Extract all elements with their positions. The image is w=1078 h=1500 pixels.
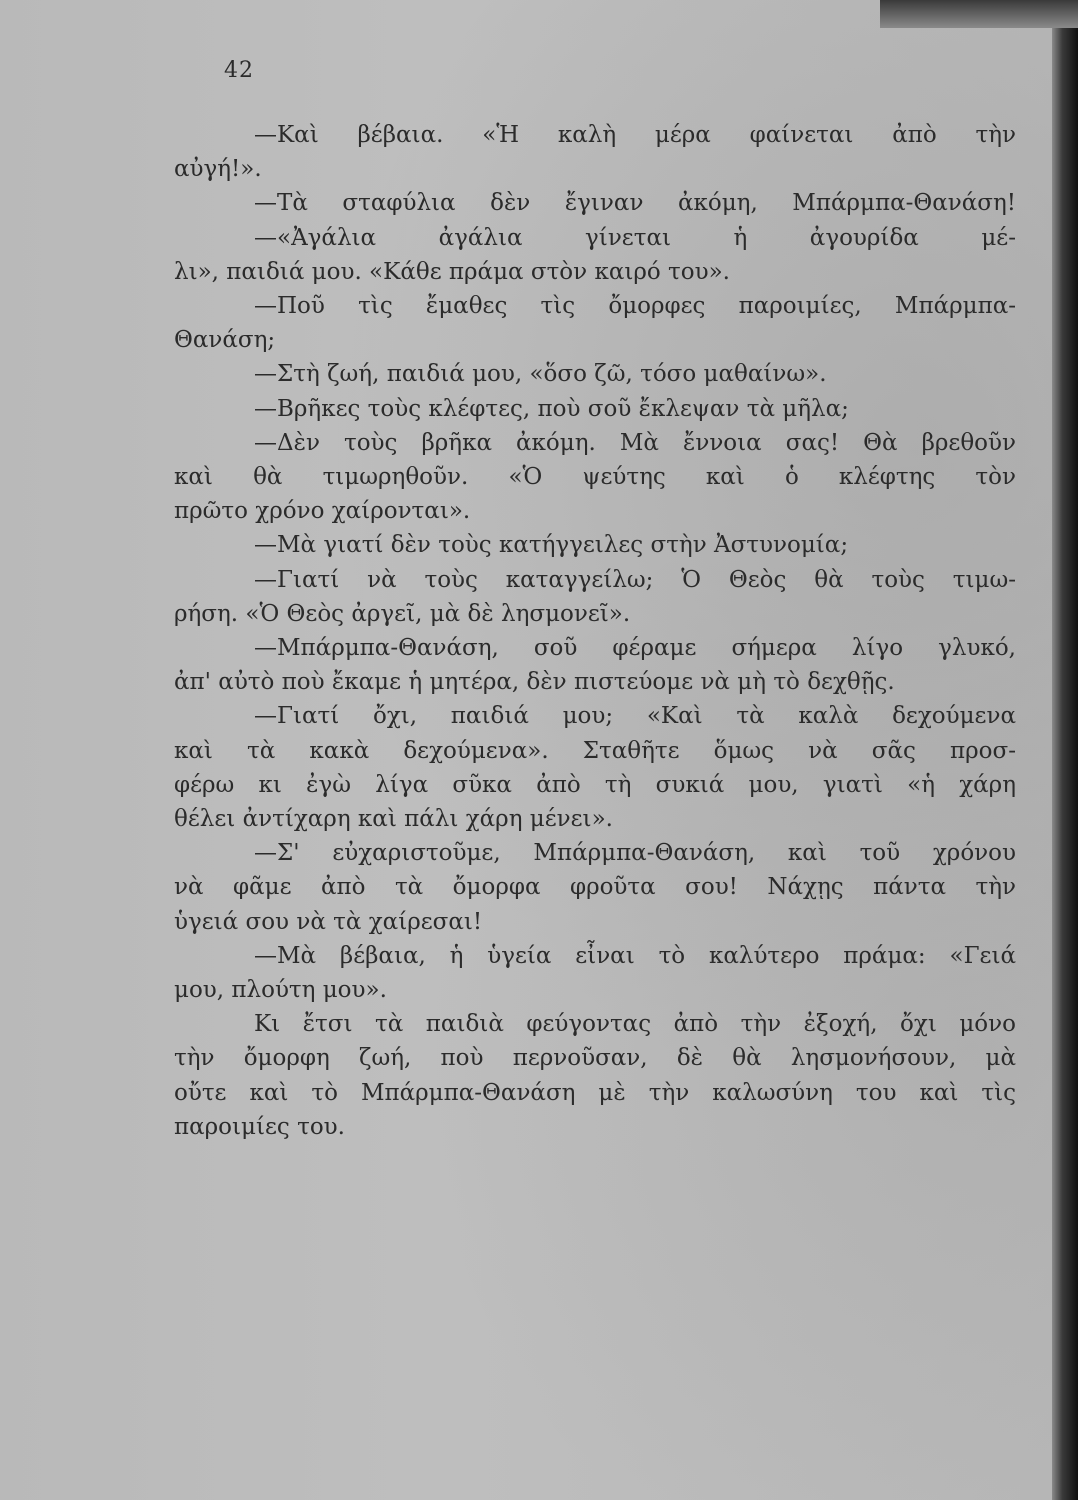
page-edge-shadow	[1052, 0, 1078, 1500]
text-line: —Καὶ βέβαια. «Ἡ καλὴ μέρα φαίνεται ἀπὸ τὴν	[254, 122, 1016, 148]
text-line: —Μὰ βέβαια, ἡ ὑγεία εἶναι τὸ καλύτερο πράμα: «Γειά	[254, 942, 1016, 969]
text-line: πρῶτο χρόνο χαίρονται».	[174, 498, 471, 525]
text-line: —Μὰ γιατί δὲν τοὺς κατήγγειλες στὴν Ἀστυνομία;	[254, 532, 849, 559]
text-line: —Ποῦ τὶς ἔμαθες τὶς ὄμορφες παροιμίες, Μπάρμπα-	[254, 293, 1016, 320]
text-line: ρήση. «Ὁ Θεὸς ἀργεῖ, μὰ δὲ λησμονεῖ».	[174, 600, 631, 627]
text-line: —Σ' εὐχαριστοῦμε, Μπάρμπα-Θανάση, καὶ τοῦ χρόνου	[254, 840, 1016, 867]
text-line: νὰ φᾶμε ἀπὸ τὰ ὄμορφα φροῦτα σου! Νάχῃς πάντα τὴν	[174, 874, 1016, 901]
text-line: μου, πλούτη μου».	[174, 977, 387, 1004]
page-corner-shadow	[880, 0, 1078, 28]
text-line: λι», παιδιά μου. «Κάθε πράμα στὸν καιρό του».	[174, 258, 730, 285]
text-line: θέλει ἀντίχαρη καὶ πάλι χάρη μένει».	[174, 806, 613, 833]
text-line: —«Ἀγάλια ἀγάλια γίνεται ἡ ἀγουρίδα μέ-	[254, 224, 1016, 251]
text-line: Κι ἔτσι τὰ παιδιὰ φεύγοντας ἀπὸ τὴν ἐξοχή, ὄχι μόνο	[254, 1011, 1016, 1038]
text-line: —Δὲν τοὺς βρῆκα ἀκόμη. Μὰ ἔννοια σας! Θὰ βρεθοῦν	[254, 429, 1016, 456]
text-line: αὐγή!».	[174, 156, 262, 183]
text-line: —Βρῆκες τοὺς κλέφτες, ποὺ σοῦ ἔκλεψαν τὰ μῆλα;	[254, 395, 849, 422]
text-line: ὑγειά σου νὰ τὰ χαίρεσαι!	[174, 908, 483, 935]
text-line: ἀπ' αὐτὸ ποὺ ἔκαμε ἡ μητέρα, δὲν πιστεύομε νὰ μὴ τὸ δεχθῇς.	[174, 669, 895, 696]
text-line: καὶ τὰ κακὰ δεχούμενα». Σταθῆτε ὅμως νὰ σᾶς προσ-	[174, 737, 1016, 764]
text-line: —Στὴ ζωή, παιδιά μου, «ὅσο ζῶ, τόσο μαθαίνω».	[254, 361, 827, 388]
body-text	[174, 118, 1016, 1144]
page-number: 42	[224, 58, 254, 83]
text-line: Θανάση;	[174, 327, 276, 354]
text-line: —Τὰ σταφύλια δὲν ἔγιναν ἀκόμη, Μπάρμπα-Θανάση!	[254, 190, 1016, 217]
text-line: —Μπάρμπα-Θανάση, σοῦ φέραμε σήμερα λίγο γλυκό,	[254, 635, 1016, 662]
text-line: παροιμίες του.	[174, 1113, 345, 1140]
text-line: τὴν ὄμορφη ζωή, ποὺ περνοῦσαν, δὲ θὰ λησμονήσουν, μὰ	[174, 1045, 1016, 1072]
text-line: οὔτε καὶ τὸ Μπάρμπα-Θανάση μὲ τὴν καλωσύνη του καὶ τὶς	[174, 1079, 1016, 1106]
text-line: φέρω κι ἐγὼ λίγα σῦκα ἀπὸ τὴ συκιά μου, γιατὶ «ἡ χάρη	[174, 771, 1016, 798]
text-line: —Γιατί ὄχι, παιδιά μου; «Καὶ τὰ καλὰ δεχούμενα	[254, 703, 1016, 730]
text-line: —Γιατί νὰ τοὺς καταγγείλω; Ὁ Θεὸς θὰ τοὺς τιμω-	[254, 566, 1016, 593]
text-line: καὶ θὰ τιμωρηθοῦν. «Ὁ ψεύτης καὶ ὁ κλέφτης τὸν	[174, 464, 1016, 491]
